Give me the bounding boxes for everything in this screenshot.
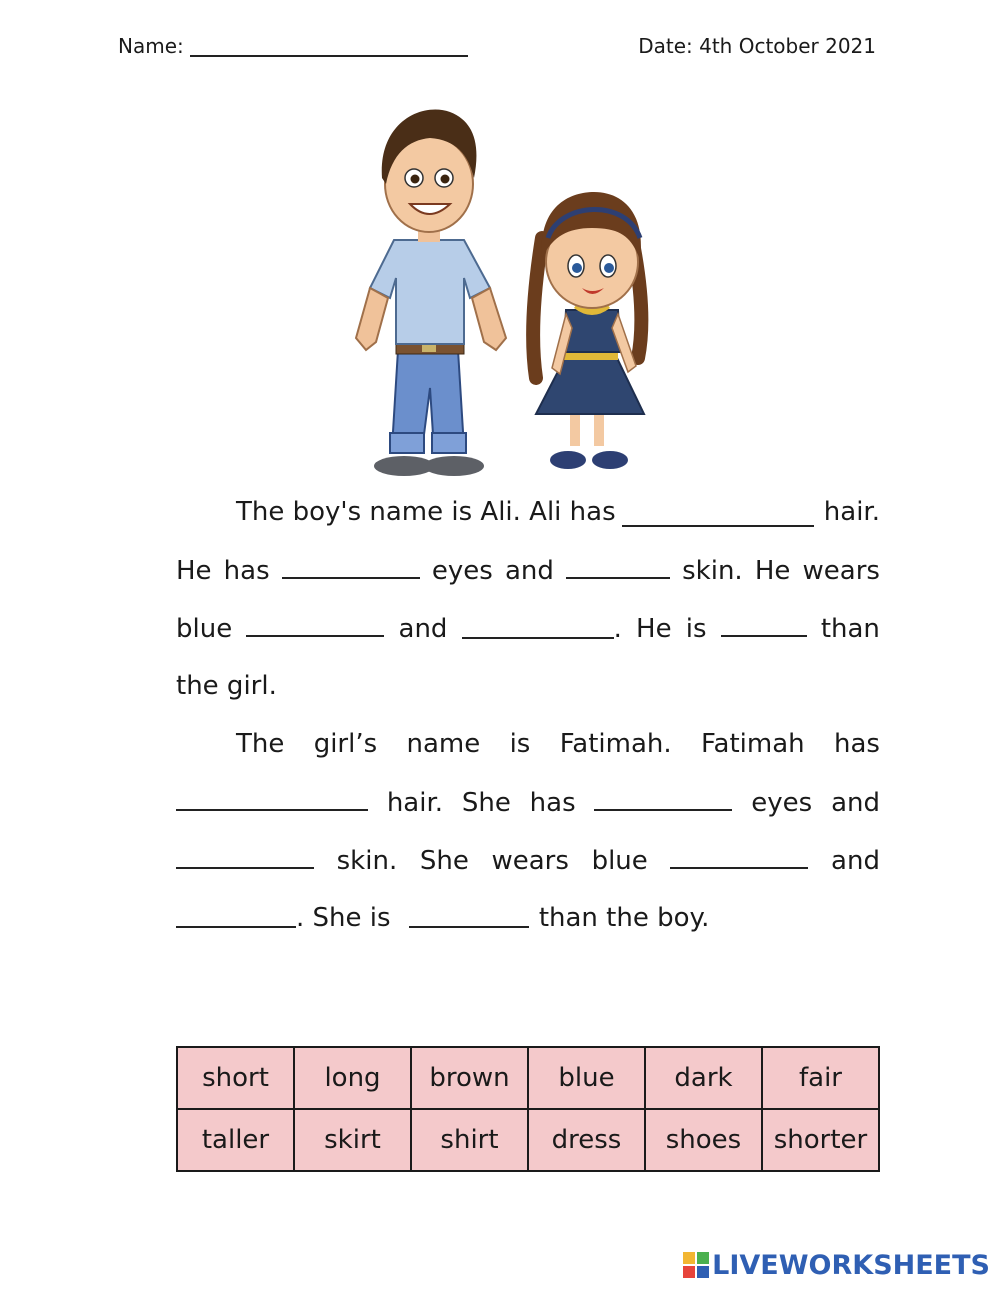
word-bank-cell[interactable]: skirt	[294, 1109, 411, 1171]
p2-word: Fatimah	[700, 729, 805, 759]
p1-word: is	[685, 614, 707, 644]
p1-word: skin.	[682, 556, 743, 586]
word-bank-cell[interactable]: shoes	[645, 1109, 762, 1171]
p1-line-3	[176, 613, 880, 647]
name-field	[118, 34, 468, 58]
word-bank-cell[interactable]: dress	[528, 1109, 645, 1171]
p2-word: than the boy.	[538, 903, 710, 933]
p1-word: and	[398, 614, 448, 644]
date-label: Date: 4th October 2021	[638, 34, 876, 58]
p2-word: hair.	[386, 788, 444, 818]
p2-word: . She is	[296, 903, 391, 933]
p2-line-3	[176, 845, 880, 879]
blank-boy-hair[interactable]	[622, 503, 814, 527]
word-bank-table	[176, 1046, 880, 1172]
p2-word: skin.	[336, 846, 398, 876]
word-bank-cell[interactable]: shirt	[411, 1109, 528, 1171]
name-blank[interactable]	[190, 37, 468, 57]
p2-line-1	[236, 729, 880, 763]
word-bank-cell[interactable]: blue	[528, 1047, 645, 1109]
blank-boy-eyes[interactable]	[282, 555, 420, 579]
p1-word: and	[504, 556, 554, 586]
p1-word: He	[176, 556, 212, 586]
p2-word: and	[831, 788, 880, 818]
p2-word: wears	[491, 846, 569, 876]
p2-line-4	[176, 903, 880, 937]
p2-line-2	[176, 787, 880, 821]
p1-word: .	[613, 614, 622, 644]
word-bank-cell[interactable]: dark	[645, 1047, 762, 1109]
boy-figure	[356, 110, 506, 476]
blank-girl-clothing-2[interactable]	[176, 904, 296, 928]
p1-line-1	[176, 497, 880, 531]
word-bank-cell[interactable]: taller	[177, 1109, 294, 1171]
p2-word: blue	[591, 846, 648, 876]
p1-word: He	[754, 556, 791, 586]
liveworksheets-logo	[683, 1249, 990, 1281]
p1-word: has	[223, 556, 270, 586]
p2-word: She	[419, 846, 469, 876]
p1-word: than	[820, 614, 880, 644]
blank-girl-skin[interactable]	[176, 845, 314, 869]
blank-boy-skin[interactable]	[566, 555, 670, 579]
word-bank-row	[177, 1109, 879, 1171]
word-bank-cell[interactable]: long	[294, 1047, 411, 1109]
p2-word: has	[833, 729, 880, 759]
p2-word: girl’s	[313, 729, 378, 759]
logo-blocks-icon	[683, 1252, 709, 1278]
word-bank-cell[interactable]: shorter	[762, 1109, 879, 1171]
p1-word: He	[636, 614, 672, 644]
p2-word: has	[529, 788, 576, 818]
boy-and-girl-illustration	[330, 88, 670, 488]
p1-line-4-text: the girl.	[176, 671, 277, 701]
word-bank-row	[177, 1047, 879, 1109]
p2-word: The	[236, 729, 285, 759]
girl-figure	[533, 192, 644, 469]
p1-line-2	[176, 555, 880, 589]
blank-girl-clothing-1[interactable]	[670, 845, 808, 869]
p1-line-4	[176, 671, 880, 705]
p2-word: is	[509, 729, 531, 759]
p1-word: eyes	[431, 556, 493, 586]
logo-text: LIVEWORKSHEETS	[712, 1249, 990, 1281]
p1-line-1-end: hair.	[823, 497, 880, 527]
p1-line-1-text: The boy's name is Ali. Ali has	[236, 497, 616, 527]
p2-word: Fatimah.	[559, 729, 672, 759]
blank-girl-hair[interactable]	[176, 787, 368, 811]
blank-boy-clothing-1[interactable]	[246, 613, 384, 637]
name-label: Name:	[118, 34, 184, 58]
blank-girl-height[interactable]	[409, 904, 529, 928]
blank-boy-clothing-2[interactable]	[462, 615, 614, 639]
worksheet-header	[118, 34, 876, 66]
p2-word: She	[461, 788, 511, 818]
p1-word: blue	[176, 614, 233, 644]
p2-word: eyes	[751, 788, 813, 818]
word-bank-cell[interactable]: fair	[762, 1047, 879, 1109]
p1-blank-group	[462, 614, 622, 644]
blank-boy-height[interactable]	[721, 613, 807, 637]
word-bank-cell[interactable]: short	[177, 1047, 294, 1109]
p2-word: name	[406, 729, 481, 759]
p2-word: and	[831, 846, 880, 876]
blank-girl-eyes[interactable]	[594, 787, 732, 811]
p1-word: wears	[802, 556, 880, 586]
word-bank-cell[interactable]: brown	[411, 1047, 528, 1109]
